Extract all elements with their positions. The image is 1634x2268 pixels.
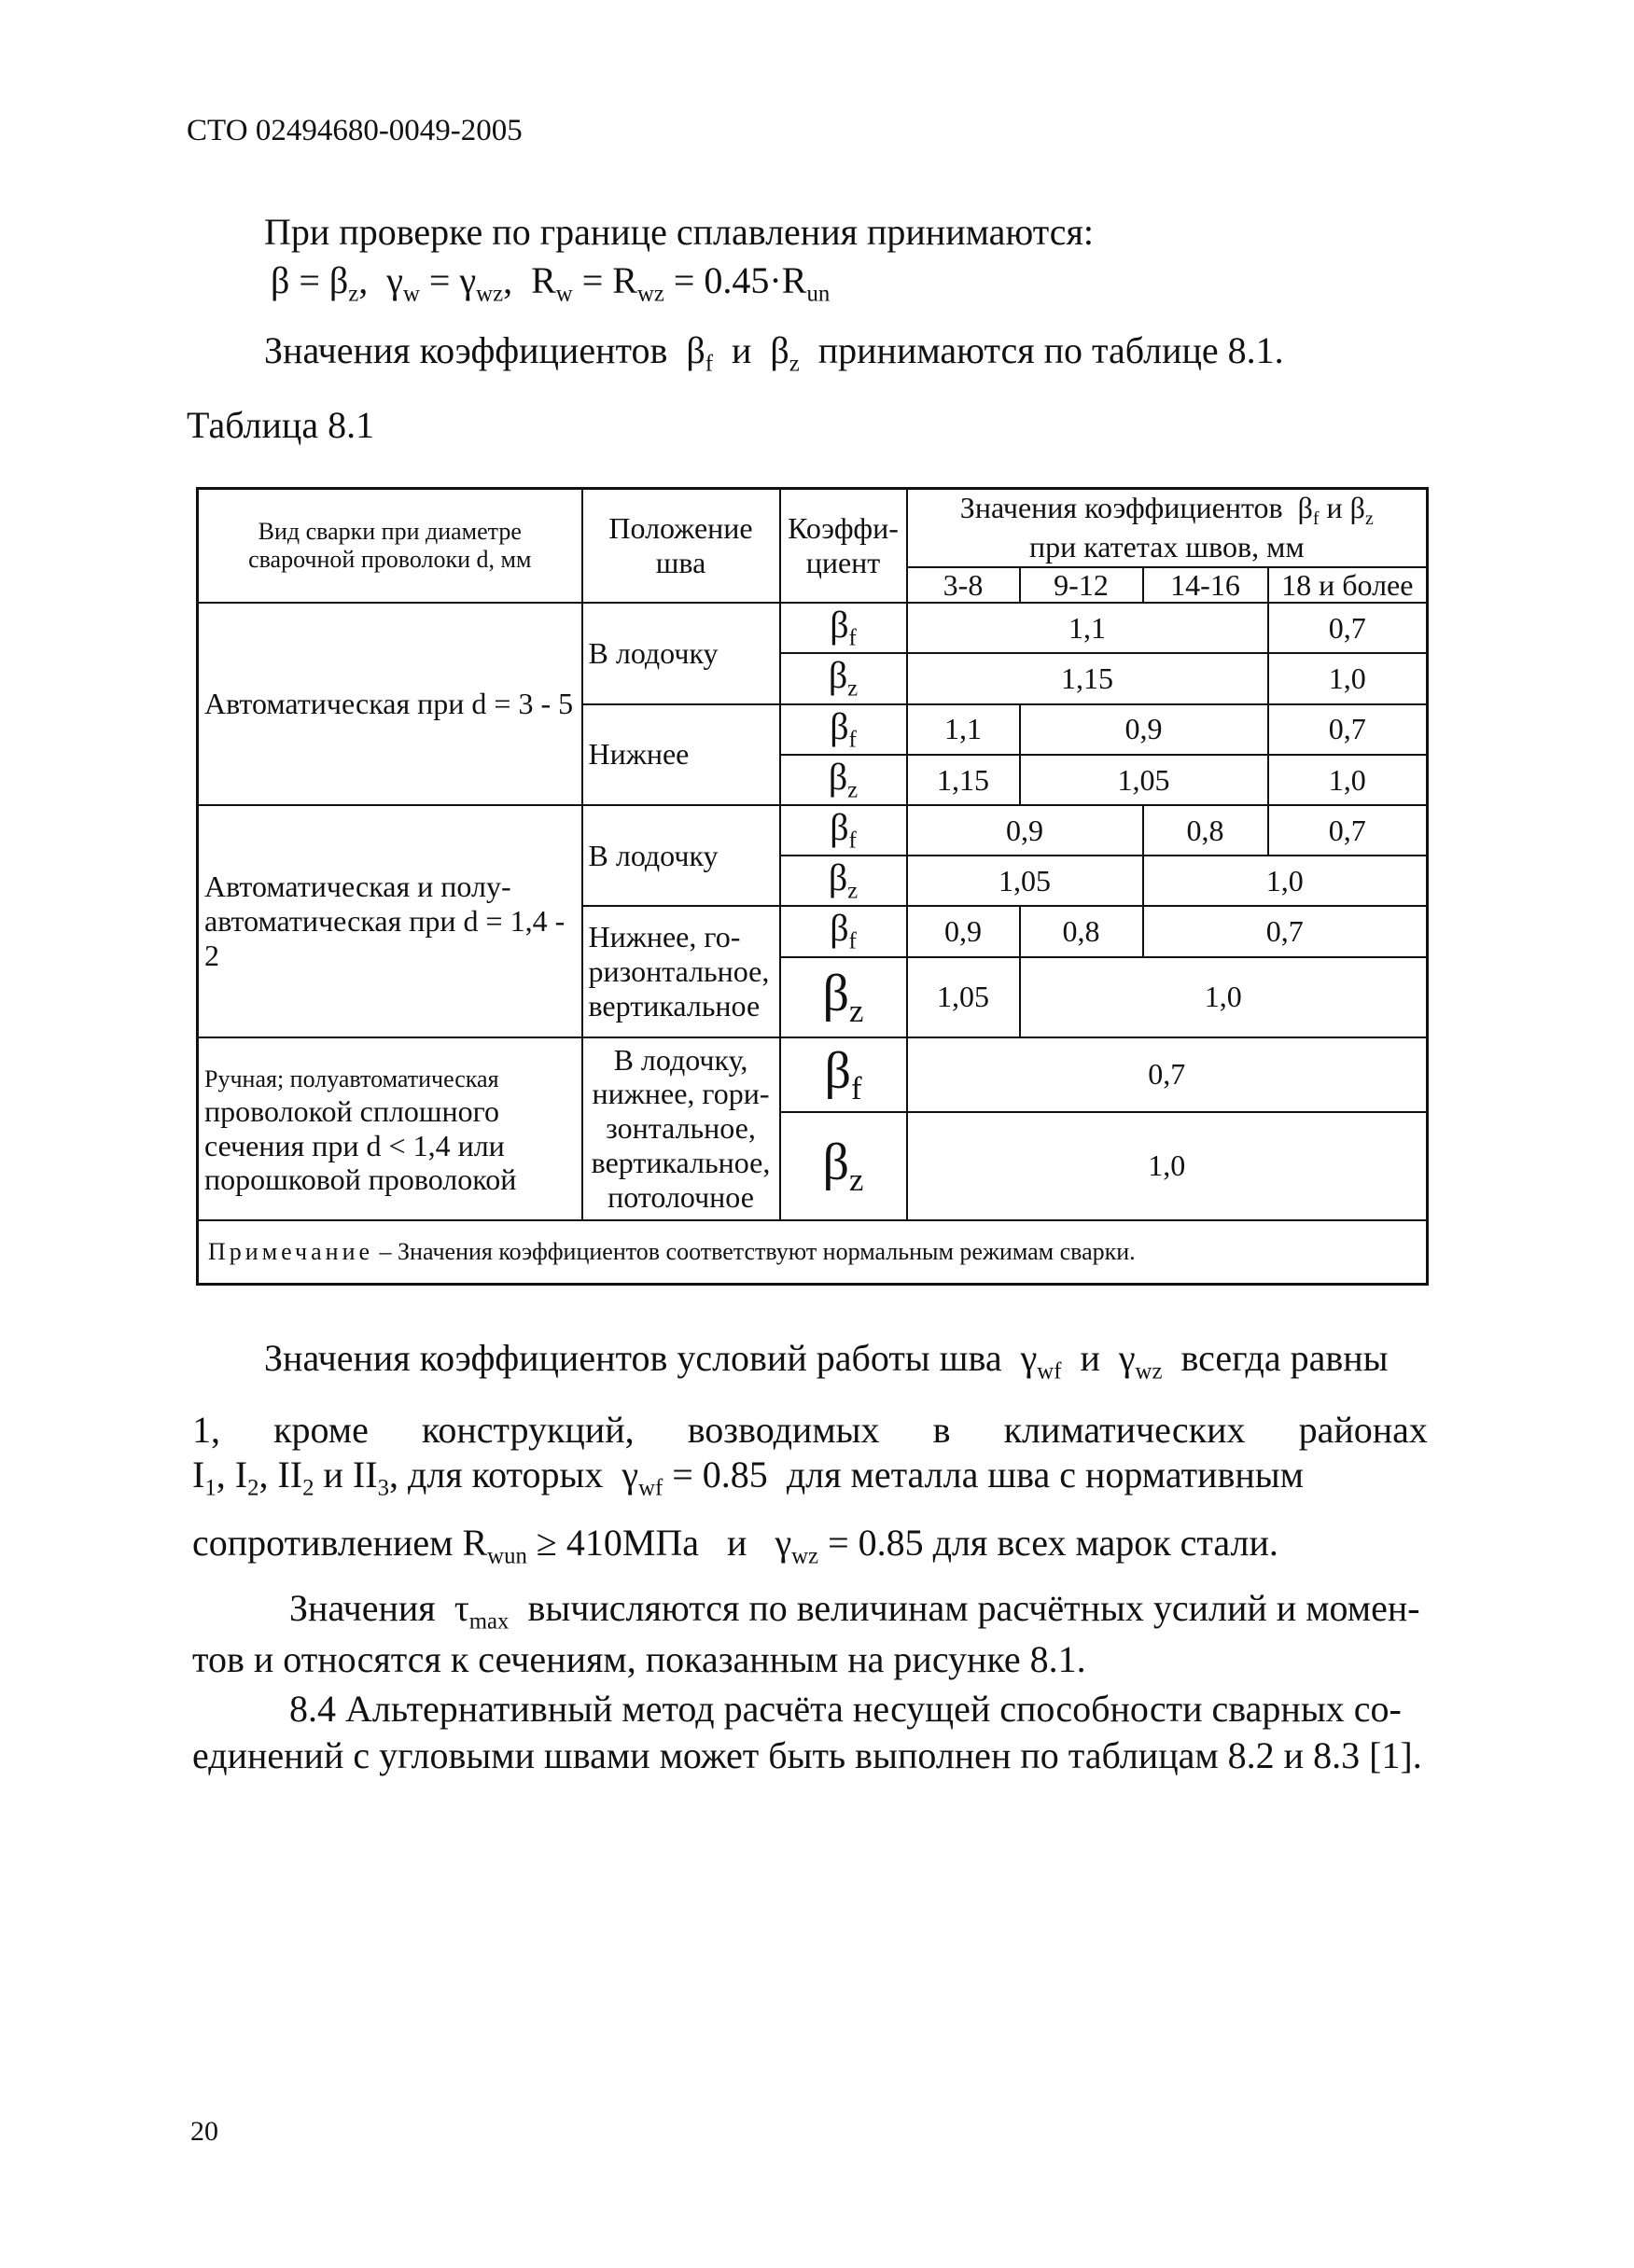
table-cell: 1,15 <box>907 653 1268 703</box>
coef-beta-z: $\beta_z$ <box>780 856 907 906</box>
paragraph-tau-max: Значения $\tau_{max}$ вычисляются по величинам расчётных усилий и момен- <box>289 1587 1420 1635</box>
range-9-12: 9-12 <box>1020 567 1143 604</box>
position-flat-horizontal-vertical: Нижнее, го-ризонтальное, вертикальное <box>582 906 780 1037</box>
table-caption: Таблица 8.1 <box>187 404 375 446</box>
header-values: Значения коэффициентов $\beta_f$ и $\beta_z$ при катетах швов, мм <box>907 489 1428 567</box>
coef-beta-f: $\beta_f$ <box>780 906 907 956</box>
table-cell: 1,1 <box>907 603 1268 653</box>
paragraph-working-coefficients: Значения коэффициентов условий работы шва $\gamma_{wf}$ и $\gamma_{wz}$ всегда равны <box>264 1337 1389 1384</box>
paragraph-line: единений с угловыми швами может быть выполнен по таблицам 8.2 и 8.3 [1]. <box>192 1734 1422 1776</box>
formula-line: $\beta = \beta_z$, $\gamma_w = \gamma_{wz}$, $R_w = R_{wz} = 0.45\cdot R_{un}$ <box>271 259 831 307</box>
paragraph-alternative-method: 8.4 Альтернативный метод расчёта несущей способности сварных со- <box>289 1688 1402 1730</box>
table-cell: 0,7 <box>1268 704 1428 755</box>
coef-beta-f: $\beta_f$ <box>780 805 907 856</box>
coefficients-table <box>196 487 1429 1286</box>
table-cell: 1,0 <box>1020 957 1428 1037</box>
table-cell: 0,9 <box>907 805 1143 856</box>
table-cell: 0,9 <box>1020 704 1268 755</box>
coef-beta-f: $\beta_f$ <box>780 603 907 653</box>
paragraph-line: 1, кроме конструкций, возводимых в климатических районах <box>192 1409 1428 1451</box>
table-cell: 1,0 <box>907 1112 1428 1220</box>
coef-beta-f: $\beta_f$ <box>780 1037 907 1112</box>
paragraph-line: тов и относятся к сечениям, показанным на рисунке 8.1. <box>192 1638 1086 1680</box>
document-header: СТО 02494680-0049-2005 <box>187 114 523 147</box>
intro-line: При проверке по границе сплавления принимаются: <box>264 211 1095 253</box>
coef-beta-z: $\beta_z$ <box>780 755 907 805</box>
coef-beta-z: $\beta_z$ <box>780 1112 907 1220</box>
range-14-16: 14-16 <box>1143 567 1268 604</box>
range-3-8: 3-8 <box>907 567 1020 604</box>
table-cell: 1,0 <box>1143 856 1428 906</box>
header-position: Положение шва <box>582 489 780 604</box>
table-cell: 1,0 <box>1268 653 1428 703</box>
header-coefficient: Коэффи-циент <box>780 489 907 604</box>
coef-beta-f: $\beta_f$ <box>780 704 907 755</box>
weld-type-automatic: Автоматическая при d = 3 - 5 <box>198 603 582 805</box>
weld-type-manual: Ручная; полуавтоматическая проволокой сплошного сечения при d < 1,4 или порошковой проволокой <box>198 1037 582 1220</box>
table-cell: 1,0 <box>1268 755 1428 805</box>
table-cell: 0,7 <box>907 1037 1428 1112</box>
position-flat: Нижнее <box>582 704 780 805</box>
header-weld-type: Вид сварки при диаметре сварочной проволоки d, мм <box>198 489 582 604</box>
table-cell: 1,05 <box>907 957 1020 1037</box>
table-cell: 1,1 <box>907 704 1020 755</box>
coef-beta-z: $\beta_z$ <box>780 957 907 1037</box>
table-cell: 0,7 <box>1268 805 1428 856</box>
coef-beta-z: $\beta_z$ <box>780 653 907 703</box>
table-cell: 0,8 <box>1143 805 1268 856</box>
table-cell: 1,05 <box>1020 755 1268 805</box>
table-cell: 1,05 <box>907 856 1143 906</box>
weld-type-semi-automatic: Автоматическая и полу-автоматическая при d = 1,4 - 2 <box>198 805 582 1037</box>
table-cell: 0,8 <box>1020 906 1143 956</box>
position-all: В лодочку, нижнее, гори-зонтальное, вертикальное, потолочное <box>582 1037 780 1220</box>
table-note: Примечание – Значения коэффициентов соответствуют нормальным режимам сварки. <box>198 1220 1428 1285</box>
table-cell: 0,9 <box>907 906 1020 956</box>
table-cell: 0,7 <box>1268 603 1428 653</box>
page-number: 20 <box>190 2116 218 2147</box>
paragraph-line: $I_1$, $I_2$, $II_2$ и $II_3$, для которых $\gamma_{wf} = 0.85$ для металла шва с нормативным <box>192 1454 1304 1501</box>
table-cell: 0,7 <box>1143 906 1428 956</box>
position-boat: В лодочку <box>582 805 780 906</box>
table-cell: 1,15 <box>907 755 1020 805</box>
table-reference-line: Значения коэффициентов $\beta_f$ и $\beta_z$ принимаются по таблице 8.1. <box>264 329 1284 377</box>
paragraph-line: сопротивлением $R_{wun} \ge 410МПа$ и $\gamma_{wz} = 0.85$ для всех марок стали. <box>192 1522 1278 1569</box>
range-18-plus: 18 и более <box>1268 567 1428 604</box>
position-boat: В лодочку <box>582 603 780 703</box>
